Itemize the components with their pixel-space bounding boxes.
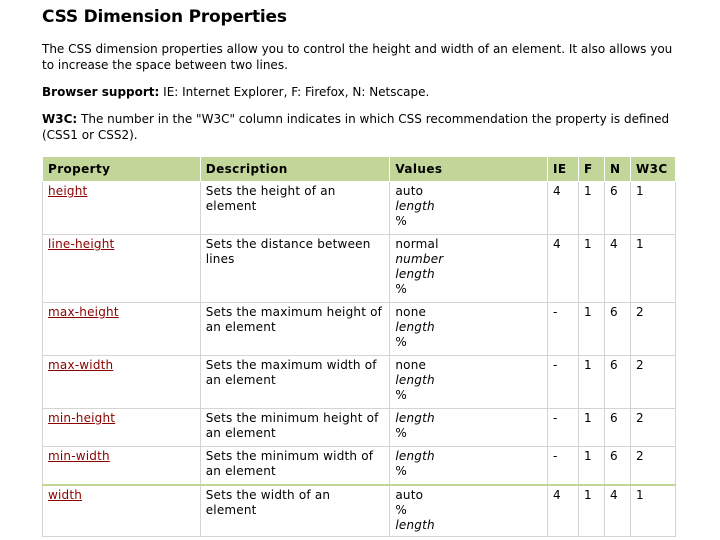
- value-item: %: [395, 502, 407, 517]
- value-item: auto: [395, 184, 424, 198]
- property-cell: [43, 303, 201, 356]
- description-cell: Sets the minimum height of an element: [200, 409, 390, 447]
- header-f: F: [579, 157, 605, 182]
- value-item: length: [395, 411, 435, 425]
- values-cell: [390, 447, 548, 485]
- value-item: number: [395, 252, 444, 266]
- f-cell: 1: [579, 447, 605, 485]
- n-cell: 6: [604, 182, 630, 235]
- value-item: auto: [395, 487, 424, 502]
- value-item: length: [395, 199, 435, 213]
- w3c-cell: 2: [630, 447, 675, 485]
- page-content: [42, 6, 682, 532]
- value-item: length: [395, 267, 435, 281]
- n-cell: 6: [604, 356, 630, 409]
- w3c-note: [42, 111, 682, 143]
- table-row: [43, 409, 676, 447]
- property-cell: [43, 182, 201, 235]
- w3c-cell: 1: [630, 235, 675, 303]
- values-cell: [390, 485, 548, 537]
- table-row: [43, 235, 676, 303]
- values-cell: [390, 303, 548, 356]
- page-title: CSS Dimension Properties: [42, 7, 287, 27]
- f-cell: 1: [579, 356, 605, 409]
- property-link-min-width[interactable]: min-width: [48, 449, 110, 463]
- ie-cell: -: [548, 447, 579, 485]
- value-item: %: [395, 214, 407, 228]
- property-link-line-height[interactable]: line-height: [48, 237, 115, 251]
- values-cell: [390, 235, 548, 303]
- property-cell: [43, 409, 201, 447]
- value-item: length: [395, 449, 435, 463]
- n-cell: 6: [604, 409, 630, 447]
- values-cell: [390, 409, 548, 447]
- table-row: [43, 485, 676, 537]
- f-cell: 1: [579, 409, 605, 447]
- browser-support-text: IE: Internet Explorer, F: Firefox, N: Netscape.: [159, 85, 430, 99]
- value-item: none: [395, 358, 427, 372]
- f-cell: 1: [579, 235, 605, 303]
- header-w3c: W3C: [630, 157, 675, 182]
- w3c-cell: 2: [630, 303, 675, 356]
- w3c-text: The number in the "W3C" column indicates in which CSS recommendation the property is defined (CSS1 or CSS2).: [42, 112, 670, 142]
- table-row: [43, 182, 676, 235]
- n-cell: 6: [604, 303, 630, 356]
- value-item: length: [395, 320, 435, 334]
- intro-paragraph: The CSS dimension properties allow you to control the height and width of an element. It also allows you to increase the space between two lines.: [42, 42, 673, 72]
- f-cell: 1: [579, 303, 605, 356]
- values-cell: [390, 356, 548, 409]
- description-cell: Sets the maximum height of an element: [200, 303, 390, 356]
- header-n: N: [604, 157, 630, 182]
- f-cell: 1: [579, 182, 605, 235]
- dimension-properties-table: [42, 156, 676, 537]
- property-cell: [43, 485, 201, 537]
- n-cell: 6: [604, 447, 630, 485]
- f-cell: 1: [579, 485, 605, 537]
- w3c-label: W3C:: [42, 112, 78, 126]
- table-row: [43, 356, 676, 409]
- property-link-height[interactable]: height: [48, 184, 88, 198]
- value-item: length: [395, 373, 435, 387]
- ie-cell: -: [548, 356, 579, 409]
- w3c-cell: 1: [630, 182, 675, 235]
- table-body: [43, 182, 676, 537]
- description-cell: Sets the width of an element: [200, 485, 390, 537]
- property-link-width[interactable]: width: [48, 487, 83, 502]
- table-header-row: [43, 157, 676, 182]
- ie-cell: -: [548, 303, 579, 356]
- ie-cell: 4: [548, 485, 579, 537]
- description-cell: Sets the maximum width of an element: [200, 356, 390, 409]
- description-cell: Sets the height of an element: [200, 182, 390, 235]
- property-cell: [43, 447, 201, 485]
- description-cell: Sets the minimum width of an element: [200, 447, 390, 485]
- description-cell: Sets the distance between lines: [200, 235, 390, 303]
- value-item: %: [395, 464, 407, 478]
- header-description: Description: [200, 157, 390, 182]
- browser-support-label: Browser support:: [42, 85, 160, 99]
- w3c-cell: 2: [630, 409, 675, 447]
- ie-cell: 4: [548, 235, 579, 303]
- table-row: [43, 303, 676, 356]
- value-item: %: [395, 426, 407, 440]
- value-item: %: [395, 335, 407, 349]
- header-ie: IE: [548, 157, 579, 182]
- ie-cell: -: [548, 409, 579, 447]
- property-cell: [43, 235, 201, 303]
- value-item: normal: [395, 237, 439, 251]
- property-link-min-height[interactable]: min-height: [48, 411, 116, 425]
- value-item: length: [395, 517, 435, 532]
- value-item: none: [395, 305, 427, 319]
- n-cell: 4: [604, 485, 630, 537]
- property-link-max-height[interactable]: max-height: [48, 305, 119, 319]
- w3c-cell: 1: [630, 485, 675, 537]
- ie-cell: 4: [548, 182, 579, 235]
- property-cell: [43, 356, 201, 409]
- property-link-max-width[interactable]: max-width: [48, 358, 114, 372]
- header-property: Property: [43, 157, 201, 182]
- n-cell: 4: [604, 235, 630, 303]
- w3c-cell: 2: [630, 356, 675, 409]
- value-item: %: [395, 388, 407, 402]
- table-row: [43, 447, 676, 485]
- values-cell: [390, 182, 548, 235]
- header-values: Values: [390, 157, 548, 182]
- browser-support-note: [42, 84, 682, 100]
- value-item: %: [395, 282, 407, 296]
